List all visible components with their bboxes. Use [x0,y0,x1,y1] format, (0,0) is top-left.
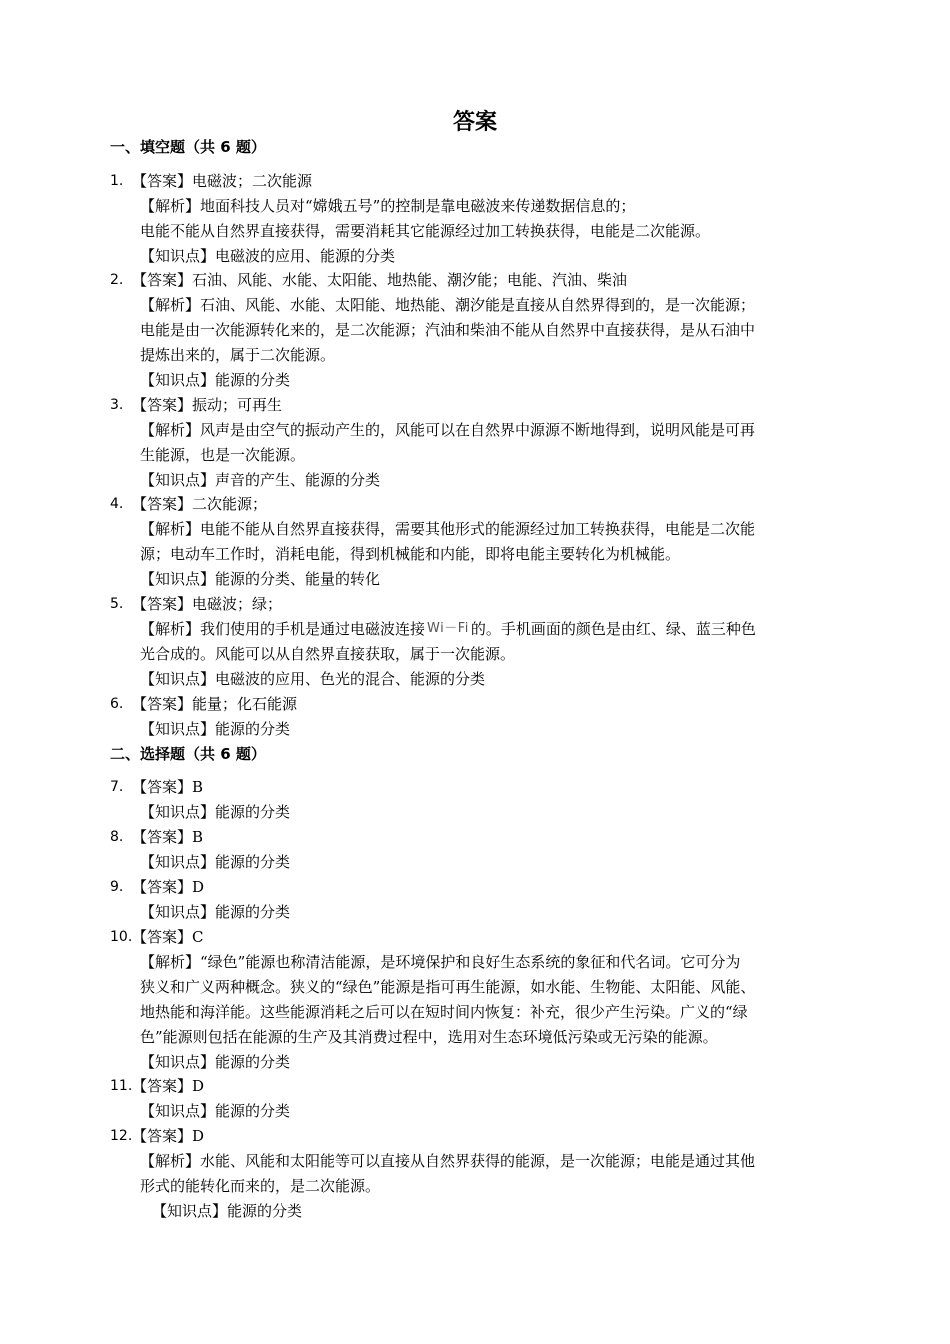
line-text: 【知识点】能源的分类 [140,803,291,821]
line-text: 【解析】“绿色”能源也称清洁能源，是环境保护和良好生态系统的象征和代名词。它可分为 [140,953,741,971]
line-text: 色”能源则包括在能源的生产及其消费过程中，选用对生态环境低污染或无污染的能源。 [140,1028,718,1046]
analysis-continuation-line [140,318,755,342]
item-number: 9. [110,879,124,895]
line-text: 【知识点】声音的产生、能源的分类 [140,471,381,489]
section-heading-multiple-choice: 二、选择题（共 6 题） [110,745,266,763]
knowledge-point-line [140,244,395,268]
answer-line [132,825,203,849]
item-number: 7. [110,779,124,795]
line-text: 【解析】我们使用的手机是通过电磁波连接 [140,620,426,638]
line-text: 【答案】D [132,1127,205,1145]
line-text: 【答案】B [132,828,204,846]
line-text: 【答案】D [132,1077,205,1095]
page-title: 答案 [452,110,497,135]
line-text: 【知识点】电磁波的应用、能源的分类 [140,247,396,265]
knowledge-point-line [140,468,380,492]
analysis-line [140,617,756,641]
item-number: 6. [110,696,124,712]
line-text: 源；电动车工作时，消耗电能，得到机械能和内能，即将电能主要转化为机械能。 [140,545,681,563]
line-text: 【知识点】能源的分类 [140,1053,291,1071]
knowledge-point-line [140,717,290,741]
item-number: 5. [110,596,124,612]
line-text: 光合成的。风能可以从自然界直接获取，属于一次能源。 [140,645,516,663]
line-text: 狭义和广义两种概念。狭义的“绿色”能源是指可再生能源，如水能、生物能、太阳能、风能、 [140,978,756,996]
answer-line [132,169,312,193]
item-number: 10. [110,929,133,945]
line-text: 【解析】石油、风能、水能、太阳能、地热能、潮汐能是直接从自然界得到的，是一次能源； [140,296,756,314]
analysis-line [140,517,755,541]
analysis-continuation-line [140,1025,718,1049]
line-text: 【知识点】电磁波的应用、色光的混合、能源的分类 [140,670,486,688]
item-number: 12. [110,1128,133,1144]
analysis-line [140,293,755,317]
item-number: 1. [110,173,124,189]
knowledge-point-line [140,667,485,691]
analysis-continuation-line [140,975,755,999]
line-text: 【答案】B [132,778,204,796]
line-text: 【答案】C [132,928,204,946]
line-text: 【答案】二次能源； [132,495,268,513]
line-text: 【知识点】能源的分类 [152,1202,303,1220]
knowledge-point-line [140,1050,290,1074]
line-text: 【答案】电磁波；二次能源 [132,172,313,190]
line-text: 提炼出来的，属于二次能源。 [140,346,336,364]
item-number: 2. [110,272,124,288]
section-heading-fill-blank: 一、填空题（共 6 题） [110,138,266,156]
analysis-continuation-line [140,1000,748,1024]
line-text: 【答案】振动；可再生 [132,396,283,414]
line-text: 【解析】风声是由空气的振动产生的，风能可以在自然界中源源不断地得到，说明风能是可再 [140,421,756,439]
item-number: 4. [110,496,124,512]
line-text: 【知识点】能源的分类 [140,903,291,921]
analysis-line [140,950,740,974]
analysis-continuation-line [140,443,305,467]
answer-line [132,1074,204,1098]
analysis-continuation-line [140,219,710,243]
knowledge-point-line [140,800,290,824]
answer-line [132,925,203,949]
line-text: 【答案】电磁波；绿； [132,595,283,613]
knowledge-point-line [140,1099,290,1123]
line-text: 生能源，也是一次能源。 [140,446,306,464]
line-text: 【知识点】能源的分类 [140,720,291,738]
analysis-line [140,1149,755,1173]
line-text: 【知识点】能源的分类 [140,853,291,871]
analysis-line [140,418,755,442]
answer-line [132,775,203,799]
line-text: 地热能和海洋能。这些能源消耗之后可以在短时间内恢复：补充，很少产生污染。广义的“绿 [140,1003,748,1021]
answer-line [132,1124,204,1148]
analysis-continuation-line [140,642,515,666]
line-text: 形式的能转化而来的，是二次能源。 [140,1177,381,1195]
answer-line [132,692,297,716]
line-text: 【知识点】能源的分类、能量的转化 [140,570,381,588]
item-number: 11. [110,1078,133,1094]
line-text: 【答案】D [132,878,205,896]
knowledge-point-line [140,567,380,591]
line-text: 【解析】电能不能从自然界直接获得，需要其他形式的能源经过加工转换获得，电能是二次能 [140,520,756,538]
line-text: 【知识点】能源的分类 [140,1102,291,1120]
item-number: 3. [110,397,124,413]
knowledge-point-line [140,850,290,874]
item-number: 8. [110,829,124,845]
line-text: 【答案】能量；化石能源 [132,695,298,713]
answer-line [132,492,267,516]
answer-line [132,268,627,292]
line-text-after-wifi: 的。手机画面的颜色是由红、绿、蓝三种色 [470,620,756,638]
line-text: 【知识点】能源的分类 [140,371,291,389]
answer-line [132,592,282,616]
knowledge-point-line [152,1199,302,1223]
line-text: 【解析】水能、风能和太阳能等可以直接从自然界获得的能源，是一次能源；电能是通过其他 [140,1152,756,1170]
line-text: 【答案】石油、风能、水能、太阳能、地热能、潮汐能；电能、汽油、柴油 [132,271,628,289]
line-text: 电能不能从自然界直接获得，需要消耗其它能源经过加工转换获得，电能是二次能源。 [140,222,711,240]
knowledge-point-line [140,900,290,924]
analysis-line [140,194,635,218]
knowledge-point-line [140,368,290,392]
line-text: 【解析】地面科技人员对“嫦娥五号”的控制是靠电磁波来传递数据信息的； [140,197,636,215]
answer-line [132,875,204,899]
wifi-inline-image: Wi－Fi [427,621,469,636]
analysis-continuation-line [140,343,335,367]
line-text: 电能是由一次能源转化来的，是二次能源；汽油和柴油不能从自然界中直接获得，是从石油中 [140,321,756,339]
analysis-continuation-line [140,1174,380,1198]
analysis-continuation-line [140,542,680,566]
answer-line [132,393,282,417]
